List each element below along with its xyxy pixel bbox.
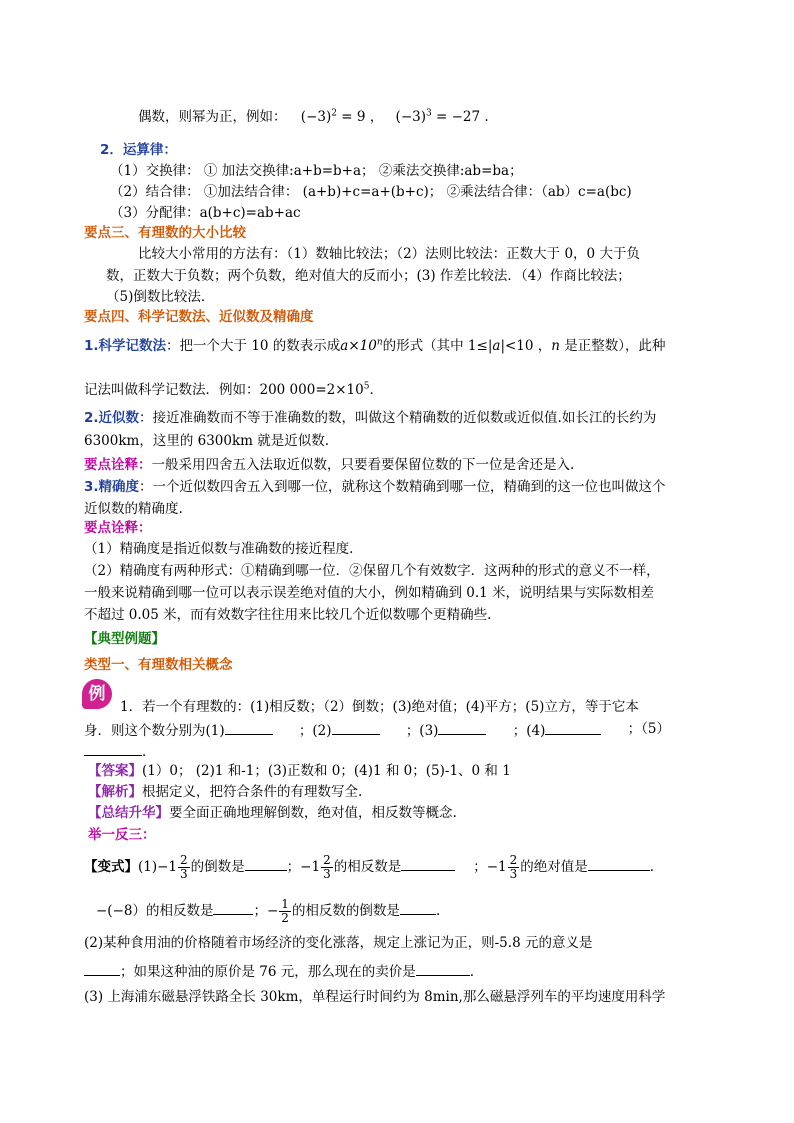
example-eq-2: $(-3)^3 = -27$ . bbox=[395, 108, 489, 125]
answer-blank-3[interactable] bbox=[438, 720, 486, 735]
fraction-1-2: $\frac{1}{2}$ bbox=[281, 897, 289, 925]
answer-blank-1[interactable] bbox=[225, 720, 273, 735]
answer-label: 【答案】 bbox=[88, 763, 142, 779]
typical-examples-heading: 【典型例题】 bbox=[84, 631, 165, 647]
power-rule-text: 偶数，则幂为正，例如： bbox=[138, 109, 287, 125]
sci-notation-example: 记法叫做科学记数法．例如：200 $000=2\times 10^5$． bbox=[84, 381, 383, 398]
note-2-item-2: （2）精确度有两种形式：①精确到哪一位．②保留几个有效数字．这两种的形式的意义不一样， bbox=[84, 563, 660, 579]
fraction-2-3: $\frac{2}{3}$ bbox=[180, 853, 188, 881]
example-badge: 例 bbox=[82, 679, 112, 709]
variant-label: 【变式】 bbox=[84, 859, 138, 875]
section-2-title: 2．运算律： bbox=[100, 142, 177, 158]
heading-point-4: 要点四、科学记数法、近似数及精确度 bbox=[84, 309, 314, 325]
compare-para-1: 比较大小常用的方法有：（1）数轴比较法；（2）法则比较法：正数大于 0，0 大于负 bbox=[138, 246, 640, 262]
variant-line-2: −(−8）的相反数是 ；− $\frac{1}{2}$ 的相反数的倒数是 . bbox=[96, 897, 441, 925]
note-2-item-4: 不超过 0.05 米，而有效数字往往用来比较几个近似数哪个更精确些. bbox=[84, 607, 492, 623]
variant-2-line-1: (2)某种食用油的价格随着市场经济的变化涨落，规定上涨记为正，则-5.8 元的意义是 bbox=[84, 935, 593, 951]
example-eq-1: $(-3)^2 = 9$ ， bbox=[300, 108, 384, 125]
sci-notation-line: 1.科学记数法：把一个大于 10 的数表示成$a\times 10^n$的形式（其中 1≤|a|<10 ，n 是正整数），此种 bbox=[84, 337, 666, 354]
variant-blank-7[interactable] bbox=[416, 961, 470, 976]
variant-3-line-1: (3) 上海浦东磁悬浮铁路全长 30km，单程运行时间约为 8min,那么磁悬浮列车的平均速度用科学 bbox=[84, 989, 666, 1005]
associative-law: （2）结合律： ①加法结合律： (a+b)+c=a+(b+c)； ②乘法结合律：（ab）c=a(bc) bbox=[110, 184, 632, 200]
precision-label: 3.精确度 bbox=[84, 479, 140, 495]
power-rule-line bbox=[138, 108, 489, 126]
note-2-label: 要点诠释： bbox=[84, 520, 152, 536]
heading-point-3: 要点三、有理数的大小比较 bbox=[84, 225, 246, 241]
approx-line: 2.近似数：接近准确数而不等于准确数的数，叫做这个精确数的近似数或近似值.如长江的长约为 bbox=[84, 410, 657, 426]
sci-notation-label: 1.科学记数法 bbox=[84, 338, 167, 354]
answer-line: 【答案】(1）0； (2)1 和-1；(3)正数和 0；(4)1 和 0；(5)-1、0 和 1 bbox=[88, 763, 511, 779]
answer-blank-2[interactable] bbox=[332, 720, 380, 735]
answer-blank-4[interactable] bbox=[545, 720, 601, 735]
variant-2-line-2: ；如果这种油的原价是 76 元，那么现在的卖价是 . bbox=[84, 961, 474, 981]
analysis-label: 【解析】 bbox=[88, 784, 142, 800]
question-1-line-3: ． bbox=[84, 741, 156, 761]
note-2-item-1: （1）精确度是指近似数与准确数的接近程度. bbox=[84, 541, 354, 557]
variant-blank-3[interactable] bbox=[588, 856, 650, 871]
variant-line-1: 【变式】(1)−1 $\frac{2}{3}$ 的倒数是 ；−1 $\frac{2}{3}$ 的相反数是 ；−1 $\frac{2}{3}$ 的绝对值是 . bbox=[84, 853, 655, 881]
precision-line-2: 近似数的精确度. bbox=[84, 501, 183, 517]
fraction-2-3: $\frac{2}{3}$ bbox=[509, 853, 518, 881]
summary-line: 【总结升华】要全面正确地理解倒数，绝对值，相反数等概念. bbox=[88, 805, 457, 821]
variant-blank-2[interactable] bbox=[401, 856, 455, 871]
note-2-item-3: 一般来说精确到哪一位可以表示误差绝对值的大小，例如精确到 0.1 米，说明结果与实际数相差 bbox=[84, 585, 655, 601]
compare-para-2: 数，正数大于负数；两个负数，绝对值大的反而小；(3) 作差比较法．（4）作商比较法； bbox=[106, 268, 631, 284]
answer-blank-5[interactable] bbox=[84, 741, 142, 756]
distributive-law: （3）分配律：a(b+c)=ab+ac bbox=[110, 205, 301, 221]
variant-blank-1[interactable] bbox=[245, 856, 287, 871]
note-1: 要点诠释：一般采用四舍五入法取近似数，只要看要保留位数的下一位是舍还是入. bbox=[84, 457, 575, 473]
question-1-line-1: 1．若一个有理数的：(1)相反数；（2）倒数；(3)绝对值；(4)平方；(5)立方，等于它本 bbox=[120, 699, 639, 715]
variant-blank-4[interactable] bbox=[213, 900, 253, 915]
type-1-heading: 类型一、有理数相关概念 bbox=[84, 657, 233, 673]
summary-label: 【总结升华】 bbox=[88, 805, 169, 821]
precision-line: 3.精确度：一个近似数四舍五入到哪一位，就称这个数精确到哪一位，精确到的这一位也叫做这个 bbox=[84, 479, 666, 495]
question-1-line-2: 身．则这个数分别为(1) ；(2) ；(3) ；(4) ；（5） bbox=[84, 721, 670, 739]
variant-blank-6[interactable] bbox=[84, 961, 120, 976]
variant-blank-5[interactable] bbox=[400, 900, 436, 915]
commutative-law: （1）交换律： ① 加法交换律:a+b=b+a； ②乘法交换律:ab=ba； bbox=[110, 163, 523, 179]
fraction-2-3: $\frac{2}{3}$ bbox=[323, 853, 331, 881]
note-1-label: 要点诠释： bbox=[84, 457, 152, 473]
analysis-line: 【解析】根据定义，把符合条件的有理数写全. bbox=[88, 784, 363, 800]
practice-heading: 举一反三： bbox=[88, 827, 156, 843]
compare-para-3: （5)倒数比较法． bbox=[106, 289, 215, 305]
approx-label: 2.近似数 bbox=[84, 410, 140, 426]
approx-example: 6300km，这里的 6300km 就是近似数. bbox=[84, 433, 330, 449]
